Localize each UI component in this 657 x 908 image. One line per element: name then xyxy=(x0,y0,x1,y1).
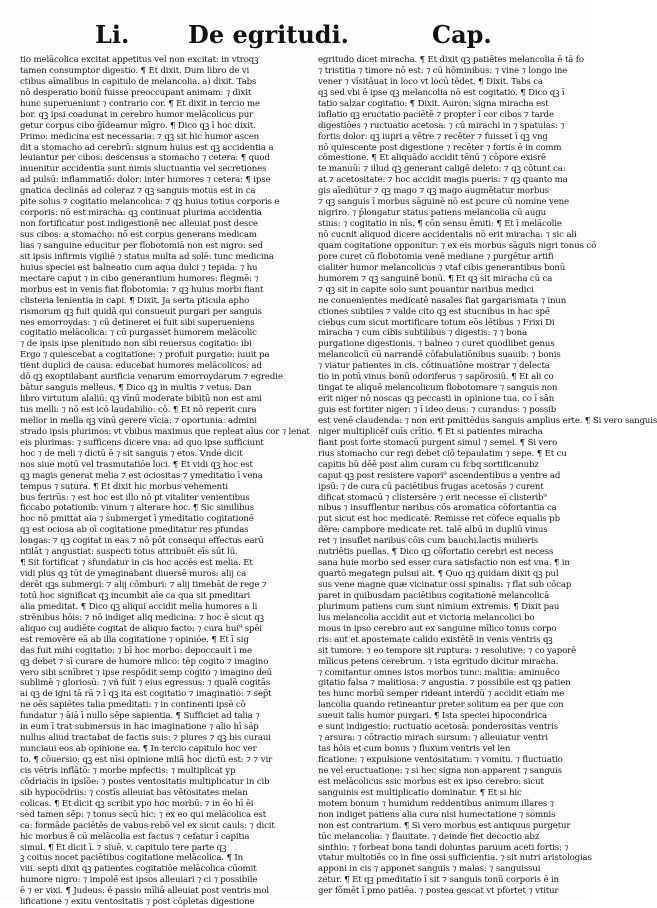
text-line-left: cis vētris inflātō: ⁊ morbe mpfectis: ⁊ multiplicat yp xyxy=(20,765,236,776)
text-line-right: erit niger nō noscas qꝫ peccasti in opinione tua. co ī sān xyxy=(318,394,555,405)
text-line-right: sinthio: ⁊ forbeat bona tandi doluntas paruum aceti fortis: ⁊ xyxy=(318,842,569,853)
text-line-right: tes hunc morbū semper rideant interdū ⁊ accidit etiam me xyxy=(318,689,565,700)
text-line-right: non indiget patiens alia cura nisi humectatione ⁊ somnis xyxy=(318,809,556,820)
text-line-left: nunciaui eos ab opinione ea. ¶ In tercio capitulo hoc ver xyxy=(20,744,257,755)
text-line-left: das fuit mihi cogitatio: ⁊ bī hoc morbo: depoccauit ī me xyxy=(20,645,252,656)
text-line-left: getur corpus cibo ḡīdeamur mīgro. ¶ Dico qꝫ ī hoc dixit. xyxy=(20,120,256,131)
text-line-left: libro virtutum alaliū: qꝫ vīnū moderate bibitū non est ami xyxy=(20,394,262,405)
text-line-left: non fortificatur post indigestionē nec alleuiat post desce xyxy=(20,219,258,230)
text-line-right: stius: ⁊ cogitatio in nīs. ¶ cōn sensu ēmiti: ¶ Et ī melācolie xyxy=(318,219,562,230)
text-line-left: ē ⁊ er vixi. ¶ Judeus: ē passio mīliā alleuiat post ventris mol xyxy=(20,886,270,897)
text-line-left: eis plurimas: ⁊ sufficens dicere vna: ad quo ipse sufficiunt xyxy=(20,437,264,448)
text-line-left: tient duplici de causa: educebat humores melācolicos: ad xyxy=(20,361,262,372)
text-line-left: nō desperatio bonū fuisse preoccupant animam: ⁊ dixit xyxy=(20,87,252,98)
text-line-right: quam cogitatione opponitur: ⁊ ex eis morbus sāguis nigri tonus cō xyxy=(318,240,597,251)
text-line-left: in eum ī trat submersus in hac imaginatione ⁊ alio hī sāp xyxy=(20,722,259,733)
text-line-left: ctibus aīmalibus in capitulo de melancolia. a) dixit. Tabs xyxy=(20,76,257,87)
text-line-right: mous in ipso cerebro aut ex sanguine mīlico tonus corpo xyxy=(318,623,557,634)
text-line-right: ris: aut et apostemate calido existētē in venis ventris qꝫ xyxy=(318,634,553,645)
text-line-right: rius stomacho cur regi debet ciō tepaulatim ⁊ sepe. ¶ Et cu xyxy=(318,448,567,459)
text-line-right: non est contrarium. ¶ Si vero morbus est antiquus purgetur xyxy=(318,820,571,831)
running-head-chapter: Cap. xyxy=(432,20,492,49)
running-head-subject: De egritudi. xyxy=(188,20,350,49)
text-line-right: nibus ⁊ insufflentur naribus cōs aromatica cōfortantia ca xyxy=(318,503,557,514)
text-line-left: sit ipsis infirmis vigiliē ⁊ status multa ad solē: tunc medicina xyxy=(20,251,274,262)
text-line-left: colicas. ¶ Et dicit qꝫ scribit ypo hoc morbū: ⁊ in ēo hī ēi xyxy=(20,798,254,809)
text-line-left: simul. ¶ Et dicit ī. ⁊ siuē. v. capitulo tere parte qꝫ xyxy=(20,842,227,853)
text-line-left: leuiantur per cibos: descensus a stomacho ⁊ cetera: ¶ quod xyxy=(20,153,270,164)
text-line-left: alia pmeditat. ¶ Dico qꝫ aliqui accidit melia humores a li xyxy=(20,601,258,612)
text-line-left: vero sibi scnībret ⁊ ipse respōdit semp cogito ⁊ imagino deū xyxy=(20,667,272,678)
text-line-right: est venē claudenda: ⁊ non erit pmittēdus sanguis amplius erte. ¶ Si vero sanguis xyxy=(318,415,657,426)
text-line-right: lancolia quando retineantur preter solitum ea per que con xyxy=(318,700,564,711)
text-line-left: vidi plus qꝫ tūt de ymaginabant diuersē muros: alij ca xyxy=(20,569,247,580)
text-line-left: clisteria lenientia in capi. ¶ Dixit. Ja serta pticula apho xyxy=(20,295,250,306)
text-line-right: capitis bū dēē post alim curam cu fcbq sortificanubz xyxy=(318,459,539,470)
text-line-left: huius speciei est balneatio cum aqua dulci ⁊ tepida: ⁊ hu xyxy=(20,262,258,273)
text-line-right: humorem ⁊ qꝫ sanguinē bonū. ¶ Et qꝫ sit miracha cū ca xyxy=(318,273,553,284)
text-column-left xyxy=(20,55,310,908)
text-line-left: ad pulsū: inflammatiō: dolor: inter humores ⁊ cetera: ¶ ipse xyxy=(20,175,271,186)
text-line-right: tatio salzar cogitatio: ¶ Dixit. Auron: signa miracha est xyxy=(318,98,549,109)
text-line-right: pore curet cū flobotomia venē mediane ⁊ purgētur artifi xyxy=(318,251,554,262)
text-line-left: mectare caput ⁊ in cibo generantium humores: flegmē: ⁊ xyxy=(20,273,259,284)
text-line-left: tio melācolica excitat appetitus vel non excitat: in vtroqꝫ xyxy=(20,55,259,65)
text-line-right: caput qꝫ post resistere vapori⁹ ascendentibus a ventre ad xyxy=(318,470,561,481)
text-line-left: ai qꝫ de igni tā rā ⁊ ī qꝫ ita est cogitatio ⁊ imaginatio: ⁊ sep̄t xyxy=(20,689,272,700)
text-line-right: nutriētis puellas. ¶ Dico qꝫ cōfortatio cerebri est necess xyxy=(318,547,554,558)
text-line-left: strado ipsis plurimos: vt vbibus maximus que repleat aīus cor ⁊ lenat xyxy=(20,426,310,437)
text-line-right: quartō megategn pulsui ait. ¶ Quo qꝫ quidam dixit qꝫ pul xyxy=(318,569,559,580)
text-line-right: digestiōes ⁊ ructuatio acetosa: ⁊ cū mirachi in ⁊ spatulas: ⁊ xyxy=(318,120,565,131)
text-line-right: ⁊ qꝫ sit in capite solo sunt pouantur naribus medici xyxy=(318,284,534,295)
text-line-right: ne vel eructuatione: ⁊ si hec signa non apparent ⁊ sanguis xyxy=(318,765,562,776)
text-line-left: dō qꝫ exoptilabant aurificia venarum emorroydarum ⁊ egredie xyxy=(20,372,283,383)
text-line-right: melancolicū cū narrandē cōfabulatiōnibus suauib: ⁊ bonis xyxy=(318,350,561,361)
text-line-left: Primo: medicina est necessaria: ⁊ qꝫ sit hic humor ascen xyxy=(20,131,260,142)
text-line-right: guis est fortiter niger: ⁊ ī ideo deus: ⁊ curandus: ⁊ possib xyxy=(318,405,557,415)
text-line-left: lias ⁊ sanguine educitur per flobotomiā non est nigro: sed xyxy=(20,240,263,251)
text-line-right: sanguinis est multiplicatio dominatur. ¶ Et si hic xyxy=(318,787,522,798)
text-line-right: sueuit talis humor purgari. ¶ Ista speciei hipocondrica xyxy=(318,711,547,722)
text-line-left: dit a stomacho ad cerebrū: signum huius est qꝫ accidentia a xyxy=(20,142,274,153)
text-line-right: egritudo dicet miracha. ¶ Et dixit qꝫ patiētes melancolia ē tā fo xyxy=(318,55,584,65)
text-line-right: e sunt indigestio: ructuatio acetosā: ponderositas ventris xyxy=(318,722,558,733)
text-column-right xyxy=(318,55,657,897)
text-line-left: bātur sanguis melleus. ¶ Dico qꝫ in multis ⁊ vetus. Dan xyxy=(20,383,252,394)
running-head-book: Li. xyxy=(95,20,130,49)
text-line-right: ctiones subtiles ⁊ valde cito qꝫ est stucnibus in hac spē xyxy=(318,306,550,317)
text-line-right: motem bonum ⁊ humidum reddentibus animum illares ⁊ xyxy=(318,798,554,809)
text-line-left: nes emorroydas: ⁊ cū detineret ei fuit sibi superueniens xyxy=(20,317,255,328)
text-line-left: humore nigro: ⁊ impolē est ipsos alleuiari ⁊ ci ⁊ possibile xyxy=(20,875,258,886)
text-line-left: ca: formāde paciētēs de vabus rebō vel ex sicut cauls: ⁊ dicit xyxy=(20,820,275,831)
text-line-left: totū hoc significat qꝫ incumbit aīe ca qua sit pmeditari xyxy=(20,590,251,601)
text-line-right: est melācolicus ssic morbus est ex ipso cerebro: sicut xyxy=(318,776,544,787)
text-line-left: aliquo cuj audiēte cogitat de aliquo facto: ⁊ cura hui⁹ spēi xyxy=(20,623,262,634)
text-line-left: bor. qꝫ ipsi coadunat in cerebro humor melācolicus pur xyxy=(20,109,254,120)
text-line-right: ne conuenientes medicatē nasales fiat gargarismata ⁊ inun xyxy=(318,295,567,306)
text-line-left: ⁊ de ipsis ipse plenitudo non sibi reuersus cogitatio: ibi xyxy=(20,339,252,350)
text-line-left: sublimē ⁊ gloriosū: ⁊ vñ fuit ⁊ eius egressus: ⁊ qualē cogitās xyxy=(20,678,271,689)
text-line-left: inuenitur accidentia sunt nimis sluctuantia vel secretiones xyxy=(20,164,267,175)
text-line-right: gis aīediūtur ⁊ qꝫ mago ⁊ qꝫ mago augmētatur morbus xyxy=(318,186,549,197)
text-line-right: ciebus cum sicut mortificare totum eōs lētibus ⁊ Frixi Di xyxy=(318,317,555,328)
text-line-left: hunc superueniunt ⁊ contrario cor. ¶ Et dixit in tercio me xyxy=(20,98,260,109)
text-line-left: lificatione ⁊ exitu ventositatis ⁊ post cōpletas digestione xyxy=(20,897,255,908)
text-line-right: ret ⁊ insuflet naribus cōis cum bauchi.lactis mulieris xyxy=(318,536,539,547)
text-line-right: inflatio qꝫ eructatio paciētē ⁊ propter ī cor cibos ⁊ tarde xyxy=(318,109,554,120)
text-line-right: ⁊ tristitia ⁊ timore nō est: ⁊ cū hōminibus: ⁊ vine ⁊ longo ine xyxy=(318,65,568,76)
text-line-left: to. ¶ cōuersio: qꝫ est nīsi opinione mliā hoc dictū est: ⁊ ⁊ vir xyxy=(20,755,273,765)
text-line-right: niger multiplicēf cuīs crītio. ¶ Et si patientes miracha xyxy=(318,426,543,437)
text-line-right: tio in potū vinus bonū odoriferus ⁊ sapōrosiū. ¶ Et ali co xyxy=(318,372,554,383)
text-line-left: derēt qꝫs submergi: ⁊ alij cōmburi: ⁊ alij timebāt de rege ⁊ xyxy=(20,580,267,590)
text-line-left: cogitatio melācolica: ⁊ cū purgasset humorem melācolic xyxy=(20,328,257,339)
text-line-right: ⁊ viatur patientes in cis. cōtinuatiōne mostrar ⁊ delecta xyxy=(318,361,550,372)
text-line-right: sit tumore: ⁊ eo tempore sit ruptura: ⁊ resolutive: ⁊ co yaporē xyxy=(318,645,577,656)
text-line-right: put sicut est hoc medicatē. Remisse ret cōfece equalis pb xyxy=(318,514,560,525)
text-line-right: nō quiescente post digestione ⁊ recēter ⁊ fortis ē in comm xyxy=(318,142,562,153)
text-line-right: nō cucnit aliquod dicere accidentalis nō erit miracha: ⁊ sic ali xyxy=(318,230,577,240)
text-line-right: ger fōmēt ī pmo patiēa. ⁊ postea gescat vt pfortet ⁊ vtitur xyxy=(318,886,559,897)
text-line-left: rismorum qꝫ fuit quidā qui consueuit purgari per sanguis xyxy=(20,306,262,317)
text-line-left: tus melli: ⁊ nō est icō laudabilio: cō. ¶ Et nō reperit cura xyxy=(20,405,257,415)
text-line-left: melior in mella qꝫ vinū gerere vīcia: ⁊ oportunia: admini xyxy=(20,415,257,426)
text-line-left: ntilāt ⁊ angustiat: suspecti totus attribuēt eīs sūt lū. xyxy=(20,547,238,558)
text-line-right: paret in quibusdam paciētibus cogitationē melancolicā xyxy=(318,590,550,601)
text-line-left: pite solus ⁊ cogitatio melancolica: ⁊ qꝫ huius totius corporis e xyxy=(20,197,280,208)
text-line-right: ⁊ comitantur omnes istos morbos tunc: malitia: aminuēco xyxy=(318,667,560,678)
text-line-left: sib hypocōdriis: ⁊ costīs alleuiat bas vētositates melan xyxy=(20,787,248,798)
text-line-right: dēre: campbore medicate ret. talē albū in dupliū vinus xyxy=(318,525,548,536)
text-line-left: ¶ Sit fortificat ⁊ sfundatur in cis hoc accēs est melia. Et xyxy=(20,558,253,569)
text-line-right: vener ⁊ vīsitāuat in loco vt locū tēdet. ¶ Dixit. Tabs ca xyxy=(318,76,543,87)
text-line-right: cōmestione. ¶ Et aliquādo accidit tēnū ⁊ cōpore exisrē xyxy=(318,153,546,164)
text-line-left: qꝫ magis generat melia ⁊ est ociositas ⁊ ymeditatio ī vena xyxy=(20,470,263,481)
text-line-right: nigriro. ⁊ p̄longatur status patiens melancolia cū augu xyxy=(318,208,547,219)
text-line-left: gnatica declinās ad coleraz ⁊ qꝫ sanguis motus est in ca xyxy=(20,186,256,197)
text-line-left: nos siue motū vel trasmutatiōe loci. ¶ Et vidi qꝫ hoc est xyxy=(20,459,253,470)
text-line-left: est removēre eā ab illa cogitatione ⁊ opinióe. ¶ Et ī sig xyxy=(20,634,249,645)
text-line-right: ⁊ qꝫ sanguis ī morbus sāguinē nō est pcure cū nomine vene xyxy=(318,197,569,208)
text-line-right: ficatione: ⁊ expulsione ventositatum: ⁊ vomitu. ⁊ fluctuatio xyxy=(318,755,563,765)
text-line-left: Ergo ⁊ quiescebat a cogitatione: ⁊ profuit purgatio: iuuit pa xyxy=(20,350,270,361)
text-line-left: strēnibus hōis: ⁊ nō indiget aliq medicina: ⁊ hoc ē sicut qꝫ xyxy=(20,612,264,623)
text-line-left: ficcabo potationib: vinum ⁊ alterare hoc. ¶ Sic similibus xyxy=(20,503,255,514)
text-line-right: tingat te aliquē melancolicum flobotomare ⁊ sanguis non xyxy=(318,383,558,394)
text-line-right: apponi in cis ⁊ apponet sanguis ⁊ malas: ⁊ sanguissui xyxy=(318,864,541,875)
text-line-left: tempus ⁊ sutura. ¶ Et dixit hic morbus vehementi xyxy=(20,481,228,492)
text-line-left: viii. septi dixit qꝫ patientes cogitatiōe melācolica cūomit xyxy=(20,864,257,875)
text-line-right: tas hōis et cum bonus ⁊ fluxum ventris vel len xyxy=(318,744,511,755)
text-line-left: sus cibos: a stomacho: nō est corpus generans medicam xyxy=(20,230,257,240)
text-line-right: gitatio falsa ⁊ malitiosa: ⁊ angustia. ⁊ possibile est qꝫ patien xyxy=(318,678,571,689)
text-line-right: fiant post forte stomacū purgent simul ⁊ semel. ¶ Si vero xyxy=(318,437,558,448)
text-line-right: qꝫ sed vbi ē ipse qꝫ melancolia nō est cogitatio. ¶ Dico qꝫ ī xyxy=(318,87,565,98)
text-line-left: ne oēs sapiētes talia pmeditati: ⁊ in continenti ipsē cō xyxy=(20,700,246,711)
text-line-right: ipsū: ⁊ de cura cū paciētibus frugas acetosās ⁊ curent xyxy=(318,481,544,492)
text-line-left: ꝫ coitus nocet paciētibus cogitatione melācolica. ¶ In xyxy=(20,853,243,864)
text-line-right: tūc melancolia: ⁊ flauitate. ⁊ deinde fiet decoctio abz xyxy=(318,831,540,842)
text-line-left: hoc ⁊ de meli ⁊ dictū ē ⁊ sit sanguis ⁊ etos. Vnde dicit xyxy=(20,448,243,459)
text-line-left: hic morbus ē cū melācolia est factus ⁊ cefatur ī capitia xyxy=(20,831,250,842)
text-line-right: zetur. ¶ Et qꝫ pmeditatio ī sit ⁊ sanguis tonū corporis ē in xyxy=(318,875,559,886)
text-line-right: lus melancolia accidit aut et victoria melancolici bo xyxy=(318,612,535,623)
text-line-left: longas: ⁊ qꝫ cogitat in eas ⁊ nō pōt consequi effectus earū xyxy=(20,536,264,547)
text-line-left: qꝫ est ociosa ab oī cogitatione pmeditatur res pfundas xyxy=(20,525,249,536)
text-line-right: te manuū: ⁊ illud qꝫ generant caligē deleto: ⁊ qꝫ cōtunt ca: xyxy=(318,164,566,175)
text-line-right: cialiter humor melancolicus ⁊ vtaf cibis generantibus bonū xyxy=(318,262,566,273)
text-line-left: qꝫ debet ⁊ sī curare de humore mlico: tēp cogito ⁊ imagino xyxy=(20,656,269,667)
text-line-right: mīlicus petens cerebrum. ⁊ ista egritudo dicitur miracha. xyxy=(318,656,559,667)
text-line-right: dificat stomacū ⁊ clistersēre ⁊ erit necesse eī clisterib⁹ xyxy=(318,492,547,503)
text-line-left: cōdriacis in ipsiōe: ⁊ postes ventositatis multiplicatur in cib xyxy=(20,776,270,787)
text-line-left: nullus aliud tractabat de factis suis: ⁊ plures ⁊ qꝫ bis curaui xyxy=(20,733,271,744)
text-line-right: vtatur multotiēs co in fine ossi sufficientia. ⁊ sit nutri aristologias xyxy=(318,853,592,864)
text-line-left: corporis: nō est miracha: qꝫ continuat plurima accidentia xyxy=(20,208,262,219)
text-line-right: purgatione digestionis. ⁊ balneo ⁊ curet quodlibet genus xyxy=(318,339,555,350)
text-line-right: miracha ⁊ cum cibis subtilibus ⁊ digestis: ⁊ ⁊ bona xyxy=(318,328,528,339)
text-line-right: fortis dolor: qꝫ iupri a vētre ⁊ recēter ⁊ fuisset ī qꝫ vng xyxy=(318,131,548,142)
text-line-right: sus vene magne quæ vicinatur ossi spinalis: ⁊ flat sub cōcap xyxy=(318,580,572,590)
text-line-left: tamen consumptor digestio. ¶ Et dixit. Dum libro de vi xyxy=(20,65,250,76)
text-line-left: bus ferirūs: ⁊ est hoc est illo nō pt vitaliter venientibus xyxy=(20,492,250,503)
text-line-left: fundatur ⁊ āiā ī nullo sēpe sapientia. ¶ Sufficiet ad talia ⁊ xyxy=(20,711,260,722)
text-line-right: at ⁊ acetositate: ⁊ hoc accidit magis pueris: ⁊ qꝫ quanto ma xyxy=(318,175,568,186)
text-line-left: hoc nō pmittat aia ⁊ submerget ī ymeditatio cogitationē xyxy=(20,514,254,525)
text-line-right: ⁊ arsura: ⁊ cōtractio mirach sursum: ⁊ alleuiatur ventri xyxy=(318,733,548,744)
text-line-right: plurimum patiens cum sunt nimium extremis. ¶ Dixit pau xyxy=(318,601,560,612)
text-line-left: sed tamen sēp: ⁊ tonus secū hic: ⁊ ex eo qui melācolica est xyxy=(20,809,267,820)
text-line-left: morbus est in venis fiat flobotomia: ⁊ qꝫ huius morbi fiant xyxy=(20,284,264,295)
text-line-right: sana huie morbo sed esser cura satisfactio non est vna. ¶ in xyxy=(318,558,570,569)
